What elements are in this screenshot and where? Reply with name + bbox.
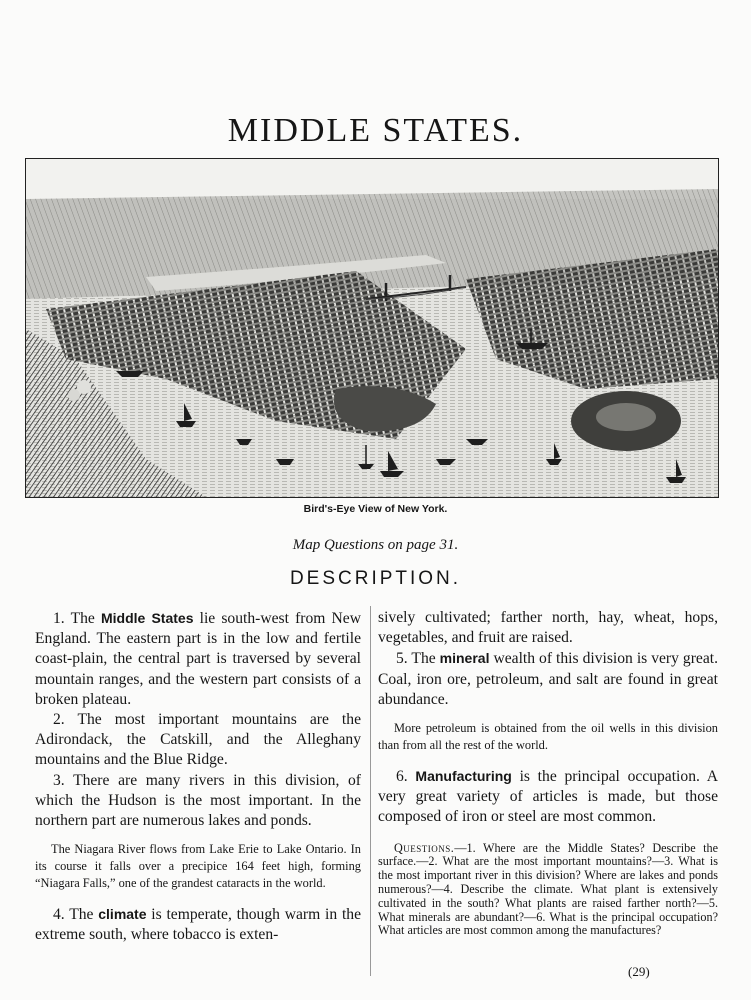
questions-lead: Questions. [394,840,455,855]
left-column [35,608,361,946]
bold-term: mineral [439,650,490,667]
paragraph-text: is the principal occupation. A very great variety of articles is made, but those composed of iron or steel are most common. [378,768,718,826]
petroleum-note: More petroleum is obtained from the oil wells in this division than from all the rest of the world. [378,721,718,753]
paragraph-text: The [70,610,101,627]
image-caption: Bird's-Eye View of New York. [303,503,448,515]
paragraph-4-continued: sively cultivated; farther north, hay, wheat, hops, vegetables, and fruit are raised. [378,609,718,647]
bold-term: Manufacturing [415,768,512,785]
paragraph-number: 4. [53,906,65,924]
niagara-note: The Niagara River flows from Lake Erie to Lake Ontario. In its course it falls over a precipice 164 feet high, forming “Niagara Falls,” one of the grandest cataracts in the world. [35,842,361,891]
paragraph-6 [378,766,718,828]
new-york-engraving [25,158,719,498]
bold-term: Middle States [100,610,194,626]
paragraph-number: 6. [396,768,408,786]
paragraph-2: 2. The most important mountains are the Adirondack, the Catskill, and the Alleghany mountains and the Blue Ridge. [35,711,361,769]
questions-text: —1. Where are the Middle States? Describe the surface.—2. What are the most important mountains?—3. What is the most important river in this division? Where are lakes and ponds numerous?—4. Describe the climate. What plant is extensively cultivated in the south? What plants are raised farther north?—5. What minerals are abundant?—6. What is the principal occupation? What articles are most common among the manufactures? [378,840,718,938]
paragraph-text: lie south-west from New England. The eastern part is in the low and fertile coast-plain, the central part is traversed by several mountain ranges, and the western part consists of a broken plateau. [35,610,361,708]
paragraph-3: 3. There are many rivers in this division, of which the Hudson is the most important. In the northern part are numerous lakes and ponds. [35,771,361,830]
map-questions-note: Map Questions on page 31. [292,537,459,553]
column-divider [370,606,371,976]
paragraph-number: 5. [396,650,408,668]
right-column [378,608,718,938]
paragraph-text: The [407,650,440,668]
paragraph-text: is temperate, though warm in the extreme south, where tobacco is exten- [35,906,361,944]
paragraph-1 [35,608,361,710]
paragraph-4 [35,904,361,945]
review-questions [378,842,718,939]
page-number: (29) [628,964,650,979]
page-title: MIDDLE STATES. [227,112,524,149]
paragraph-text: The [64,906,99,924]
paragraph-5 [378,648,718,710]
paragraph-text: wealth of this division is very great. Coal, iron ore, petroleum, and salt are found in great abundance. [378,650,718,708]
engraving-svg [26,159,718,497]
section-heading: DESCRIPTION. [289,568,462,589]
bold-term: climate [98,906,147,923]
paragraph-number: 1. [53,610,65,627]
